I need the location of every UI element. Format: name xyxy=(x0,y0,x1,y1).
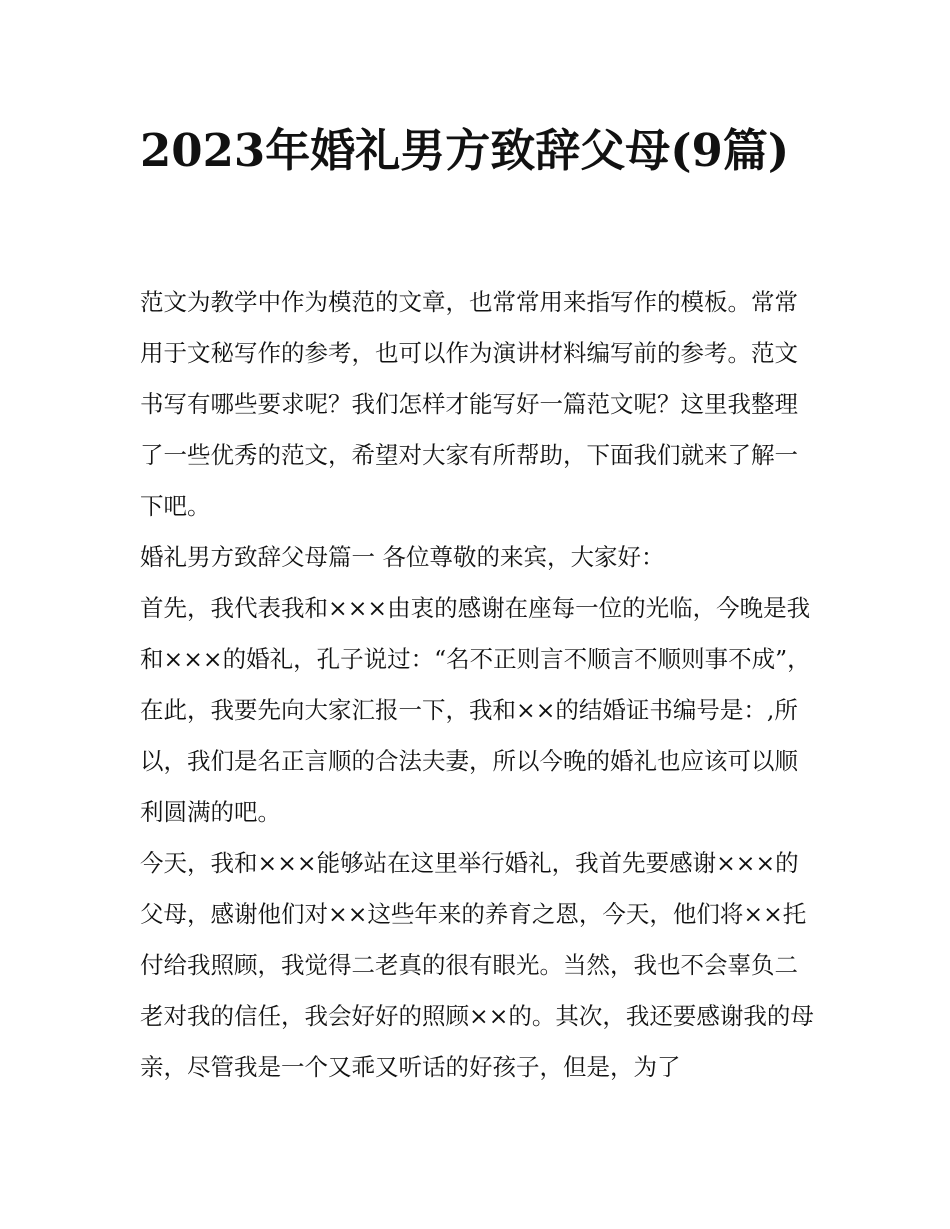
page-title xyxy=(140,118,820,184)
paragraph-heading-1: 婚礼男方致辞父母篇一 各位尊敬的来宾，大家好： xyxy=(140,543,665,571)
title-text: 年婚礼男方致辞父母(9篇) xyxy=(265,124,790,177)
paragraph-body-1: 首先，我代表我和×××由衷的感谢在座每一位的光临，今晚是我和×××的婚礼，孔子说过：“名不正则言不顺言不顺则事不成”，在此，我要先向大家汇报一下，我和××的结婚证书编号是：,所以，我们是名正言顺的合法夫妻，所以今晚的婚礼也应该可以顺利圆满的吧。 xyxy=(140,594,811,826)
title-year: 2023 xyxy=(140,124,266,177)
document-body xyxy=(140,277,820,1093)
paragraph-intro: 范文为教学中作为模范的文章，也常常用来指写作的模板。常常用于文秘写作的参考，也可以作为演讲材料编写前的参考。范文书写有哪些要求呢？我们怎样才能写好一篇范文呢？这里我整理了一些优秀的范文，希望对大家有所帮助，下面我们就来了解一下吧。 xyxy=(140,288,798,520)
paragraph-body-2: 今天，我和×××能够站在这里举行婚礼，我首先要感谢×××的父母，感谢他们对××这些年来的养育之恩，今天，他们将××托付给我照顾，我觉得二老真的很有眼光。当然，我也不会辜负二老对我的信任，我会好好的照顾××的。其次，我还要感谢我的母亲，尽管我是一个又乖又听话的好孩子，但是，为了 xyxy=(140,849,814,1081)
